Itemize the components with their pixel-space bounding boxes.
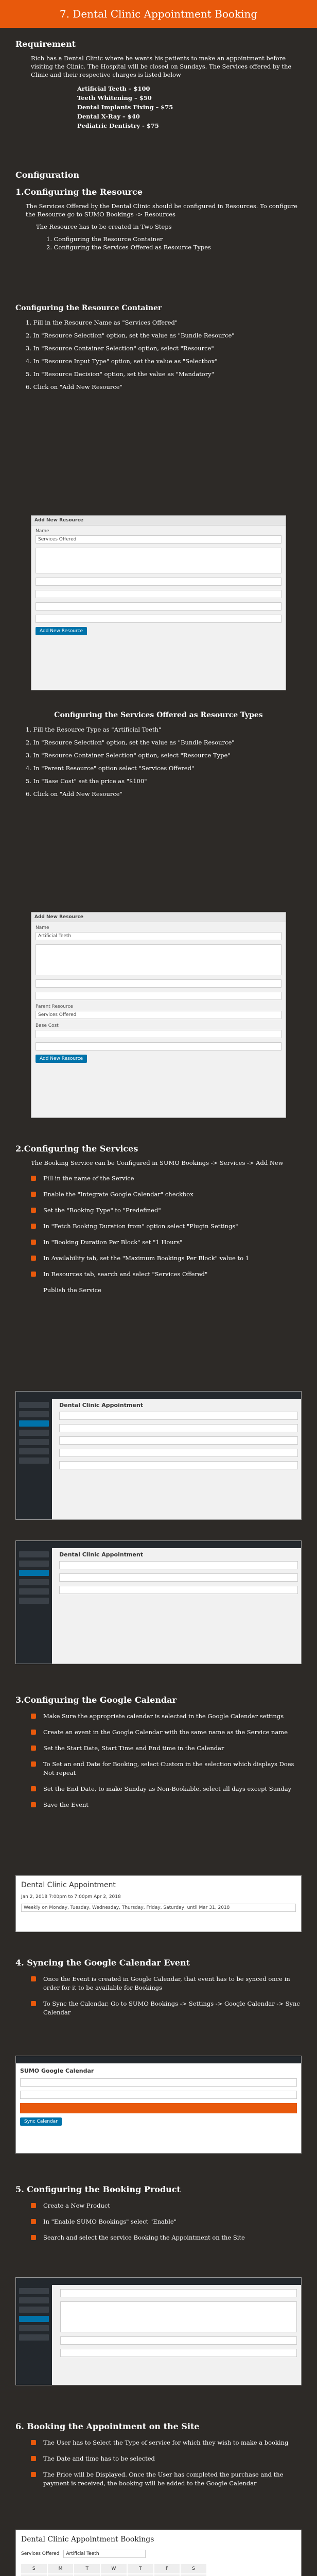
container-step: 3. In "Resource Container Selection" option, select "Resource" — [26, 345, 214, 352]
price-item: Teeth Whitening – $50 — [77, 94, 152, 101]
price-item: Dental X-Ray – $40 — [77, 113, 140, 120]
service-select[interactable]: Artificial Teeth — [63, 2550, 146, 2558]
bullet-icon — [31, 2001, 36, 2006]
description-input[interactable] — [36, 944, 281, 975]
container-screenshot — [31, 515, 286, 690]
types-step: 5. In "Base Cost" set the price as "$100" — [26, 777, 147, 785]
gcal-heading: 3.Configuring the Google Calendar — [15, 1695, 177, 1705]
resource-step: 1. Configuring the Resource Container — [46, 235, 163, 243]
bullet-icon — [31, 1192, 36, 1197]
parent-label: Parent Resource — [36, 1004, 73, 1009]
gcal-screenshot — [15, 1875, 302, 1932]
description-input[interactable] — [36, 548, 281, 573]
resource-heading: 1.Configuring the Resource — [15, 187, 143, 197]
resource-p1: The Services Offered by the Dental Clinic should be configured in Resources. To configure the Resource go to SUMO Bookings -> Resources — [26, 202, 297, 218]
configuration-section — [15, 170, 302, 256]
bullet-icon — [31, 2440, 36, 2445]
booking-item-text: The User has to Select the Type of service for which they wish to make a booking — [43, 2439, 289, 2446]
container-section — [15, 304, 302, 396]
gcal-item-text: Make Sure the appropriate calendar is selected in the Google Calendar settings — [43, 1713, 284, 1720]
service-title: Dental Clinic Appointment — [59, 1402, 143, 1409]
name-label: Name — [36, 529, 49, 534]
types-step: 2. In "Resource Selection" option, set the value as "Bundle Resource" — [26, 739, 235, 746]
requirement-intro: Rich has a Dental Clinic where he wants his patients to make an appointment before visiting the Clinic. The Hospital will be closed on Sundays. The Services offered by the Clinic and their respective charges is listed below — [31, 55, 292, 78]
banner — [0, 0, 317, 28]
product-item — [31, 2217, 302, 2226]
types-shot-title: Add New Resource — [31, 912, 286, 922]
weekday-label: M — [48, 2564, 74, 2573]
weekday-label: T — [74, 2564, 100, 2573]
add-new-resource-button[interactable]: Add New Resource — [36, 627, 87, 635]
service-select-label: Services Offered — [21, 2551, 60, 2556]
configuration-heading: Configuration — [15, 170, 80, 180]
booking-screenshot — [15, 2530, 302, 2576]
block-cost-input[interactable] — [36, 1042, 281, 1050]
gcal-item — [31, 1801, 302, 1809]
services-screenshot-2 — [15, 1540, 302, 1664]
types-screenshot — [31, 912, 286, 1118]
services-item — [31, 1206, 302, 1215]
max-bookings-input[interactable] — [59, 1586, 298, 1594]
services-item-text: In Availability tab, set the "Maximum Bookings Per Block" value to 1 — [43, 1255, 250, 1262]
price-item: Artificial Teeth – $100 — [77, 85, 150, 92]
sync-section — [15, 1958, 302, 2024]
service-search-input[interactable] — [60, 2349, 297, 2357]
gcal-item — [31, 1785, 302, 1793]
name-input[interactable]: Artificial Teeth — [36, 932, 281, 940]
product-item-text: Create a New Product — [43, 2202, 110, 2209]
bullet-icon — [31, 1802, 36, 1807]
services-item-text: Set the "Booking Type" to "Predefined" — [43, 1207, 161, 1214]
services-heading: 2.Configuring the Services — [15, 1144, 138, 1154]
bullet-icon — [31, 1256, 36, 1261]
bullet-icon — [31, 1176, 36, 1181]
booking-heading: 6. Booking the Appointment on the Site — [15, 2421, 200, 2431]
types-heading: Configuring the Services Offered as Resource Types — [54, 711, 263, 719]
services-item-text: Fill in the name of the Service — [43, 1175, 134, 1182]
services-item — [31, 1238, 302, 1247]
requirement-heading: Requirement — [15, 39, 76, 49]
weekday-label: T — [128, 2564, 153, 2573]
bullet-icon — [31, 1761, 36, 1767]
services-publish: Publish the Service — [43, 1286, 101, 1294]
date-picker — [21, 2564, 206, 2576]
types-step: 3. In "Resource Container Selection" option, select "Resource Type" — [26, 752, 231, 759]
bullet-icon — [31, 2235, 36, 2240]
enable-bookings-select[interactable] — [60, 2336, 297, 2345]
container-heading: Configuring the Resource Container — [15, 304, 162, 312]
availability-input[interactable] — [59, 1573, 298, 1582]
page-title: 7. Dental Clinic Appointment Booking — [59, 8, 258, 20]
name-label: Name — [36, 925, 49, 930]
requirement-section — [15, 39, 302, 130]
bullet-icon — [31, 2472, 36, 2477]
services-item-text: Enable the "Integrate Google Calendar" checkbox — [43, 1191, 193, 1198]
block-duration-input[interactable] — [59, 1449, 298, 1457]
product-description-input[interactable] — [60, 2301, 297, 2332]
bullet-icon — [31, 1224, 36, 1229]
types-section — [15, 711, 302, 803]
cost-input[interactable] — [36, 1030, 281, 1038]
types-step: 4. In "Parent Resource" option select "Services Offered" — [26, 765, 195, 772]
resource-p2: The Resource has to be created in Two Steps — [36, 223, 172, 230]
container-step: 4. In "Resource Input Type" option, set the value as "Selectbox" — [26, 358, 218, 365]
bullet-icon — [31, 1714, 36, 1719]
services-item — [31, 1174, 302, 1183]
sync-heading: 4. Syncing the Google Calendar Event — [15, 1958, 190, 1968]
bullet-icon — [31, 2219, 36, 2224]
gcal-item-text: Create an event in the Google Calendar with the same name as the Service name — [43, 1728, 288, 1736]
product-heading: 5. Configuring the Booking Product — [15, 2184, 181, 2194]
services-item — [31, 1270, 302, 1279]
bullet-icon — [31, 1976, 36, 1981]
event-title: Dental Clinic Appointment — [21, 1881, 116, 1889]
price-item: Pediatric Dentistry - $75 — [77, 122, 159, 129]
gcal-section — [15, 1695, 302, 1817]
booking-item — [31, 2470, 302, 2488]
container-step: 5. In "Resource Decision" option, set the value as "Mandatory" — [26, 370, 215, 378]
price-list — [15, 84, 302, 130]
services-item — [31, 1254, 302, 1263]
booking-type-select[interactable] — [59, 1424, 298, 1432]
resource-search-input[interactable] — [59, 1561, 298, 1569]
weekday-label: S — [21, 2564, 47, 2573]
weekday-header — [21, 2564, 206, 2573]
service-title: Dental Clinic Appointment — [59, 1551, 143, 1558]
weekday-label: W — [101, 2564, 127, 2573]
booking-section — [15, 2421, 302, 2495]
booking-item-text: The Date and time has to be selected — [43, 2455, 155, 2462]
container-step: 6. Click on "Add New Resource" — [26, 383, 122, 391]
event-dates: Jan 2, 2018 7:00pm to 7:00pm Apr 2, 2018 — [21, 1894, 121, 1900]
input-type-select[interactable] — [36, 602, 281, 611]
product-item-text: In "Enable SUMO Bookings" select "Enable" — [43, 2218, 177, 2225]
gcal-item-text: Set the Start Date, Start Time and End time in the Calendar — [43, 1744, 224, 1752]
bullet-icon — [31, 1786, 36, 1791]
services-item-text: In "Fetch Booking Duration from" option select "Plugin Settings" — [43, 1223, 238, 1230]
decision-select[interactable] — [36, 615, 281, 623]
sync-calendar-button[interactable]: Sync Calendar — [20, 2117, 62, 2126]
client-id-input[interactable] — [20, 2078, 297, 2087]
bullet-icon — [31, 1272, 36, 1277]
price-item: Dental Implants Fixing – $75 — [77, 104, 173, 111]
product-screenshot — [15, 2277, 302, 2385]
gcal-item-text: Save the Event — [43, 1801, 89, 1808]
product-section — [15, 2184, 302, 2249]
container-selection-select[interactable] — [36, 992, 281, 1000]
resource-selection-select[interactable] — [36, 578, 281, 586]
gcal-item-text: To Set an end Date for Booking, select Custom in the selection which displays Does Not repeat — [43, 1760, 294, 1776]
product-name-input[interactable] — [60, 2289, 297, 2297]
container-step: 1. Fill in the Resource Name as "Services Offered" — [26, 319, 178, 326]
bullet-icon — [31, 2456, 36, 2461]
types-step: 6. Click on "Add New Resource" — [26, 790, 122, 798]
weekday-label: F — [154, 2564, 180, 2573]
services-screenshot-1 — [15, 1391, 302, 1520]
services-section — [15, 1144, 302, 1298]
sync-item — [31, 1975, 302, 1992]
calendar-checkbox[interactable] — [59, 1461, 298, 1469]
product-item — [31, 2233, 302, 2242]
container-selection-select[interactable] — [36, 590, 281, 598]
weekday-label: S — [181, 2564, 206, 2573]
bullet-icon — [31, 2203, 36, 2208]
booking-item — [31, 2438, 302, 2447]
sync-title: SUMO Google Calendar — [20, 2067, 94, 2074]
parent-select[interactable]: Services Offered — [36, 1011, 281, 1019]
calendar-table-header — [20, 2103, 297, 2113]
gcal-item-text: Set the End Date, to make Sunday as Non-Bookable, select all days except Sunday — [43, 1785, 292, 1792]
calendar-select[interactable] — [20, 2091, 297, 2099]
product-item-text: Search and select the service Booking the Appointment on the Site — [43, 2234, 245, 2241]
container-step: 2. In "Resource Selection" option, set the value as "Bundle Resource" — [26, 332, 235, 339]
booking-item-text: The Price will be Displayed. Once the User has completed the purchase and the payment is received, the booking will be added to the Google Calendar — [43, 2471, 284, 2487]
bullet-icon — [31, 1745, 36, 1751]
bullet-icon — [31, 1240, 36, 1245]
resource-selection-select[interactable] — [36, 979, 281, 988]
booking-item — [31, 2454, 302, 2463]
sync-item-text: Once the Event is created in Google Calendar, that event has to be synced once in order for it to be available for Bookings — [43, 1975, 290, 1991]
cost-label: Base Cost — [36, 1023, 59, 1028]
gcal-item — [31, 1728, 302, 1737]
gcal-item — [31, 1712, 302, 1721]
services-item-text: In Resources tab, search and select "Services Offered" — [43, 1270, 208, 1278]
bullet-icon — [31, 1208, 36, 1213]
duration-select[interactable] — [59, 1436, 298, 1445]
repeat-select[interactable]: Weekly on Monday, Tuesday, Wednesday, Thursday, Friday, Saturday, until Mar 31, 2018 — [21, 1904, 296, 1912]
add-new-resource-button[interactable]: Add New Resource — [36, 1055, 87, 1063]
resource-step: 2. Configuring the Services Offered as Resource Types — [46, 244, 211, 251]
services-intro: The Booking Service can be Configured in SUMO Bookings -> Services -> Add New — [31, 1159, 284, 1166]
types-step: 1. Fill the Resource Type as "Artificial Teeth" — [26, 726, 162, 733]
sync-item-text: To Sync the Calendar, Go to SUMO Bookings -> Settings -> Google Calendar -> Sync Calendar — [43, 2000, 300, 2016]
services-item-text: In "Booking Duration Per Block" set "1 Hours" — [43, 1239, 183, 1246]
services-item — [31, 1190, 302, 1199]
product-item — [31, 2201, 302, 2210]
container-shot-title: Add New Resource — [31, 516, 286, 526]
gcal-item — [31, 1760, 302, 1777]
gcal-item — [31, 1744, 302, 1753]
service-name-input[interactable] — [59, 1412, 298, 1420]
booking-title: Dental Clinic Appointment Bookings — [21, 2535, 154, 2544]
bullet-icon — [31, 1730, 36, 1735]
name-input[interactable]: Services Offered — [36, 535, 281, 544]
sync-item — [31, 1999, 302, 2017]
sync-screenshot — [15, 2056, 302, 2154]
services-item — [31, 1222, 302, 1231]
